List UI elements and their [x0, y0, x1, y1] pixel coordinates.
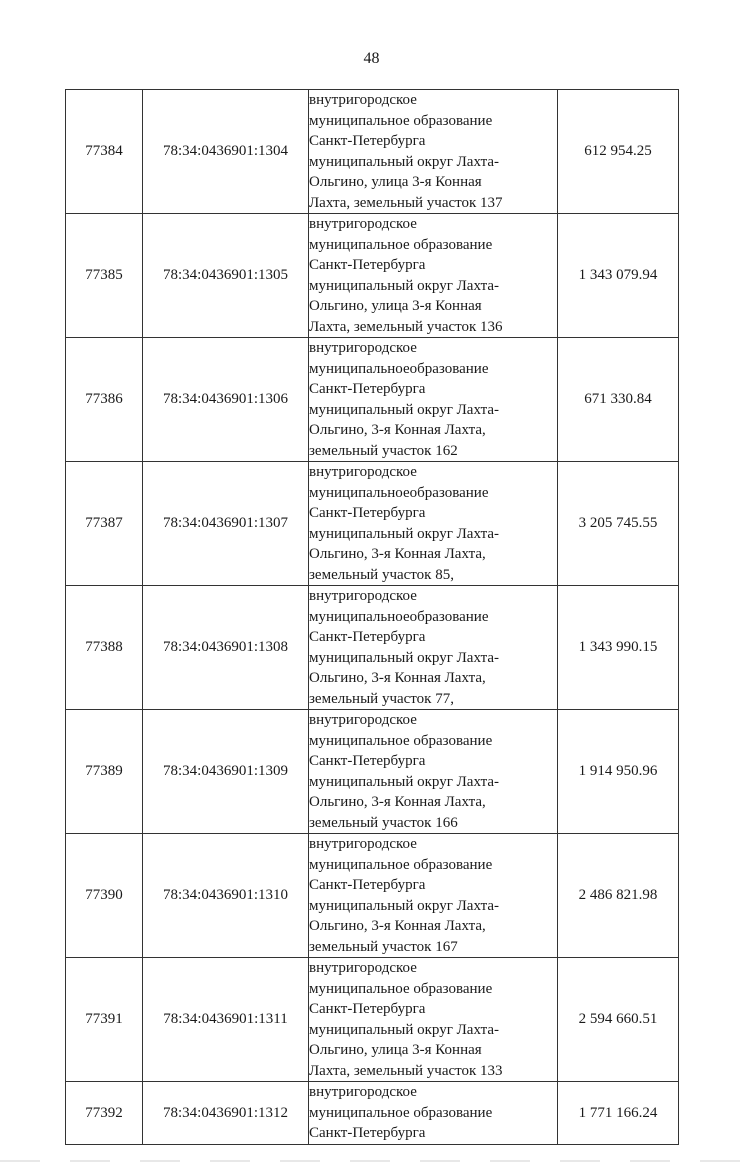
address-cell — [309, 338, 558, 462]
address-line: муниципальноеобразование — [309, 360, 489, 377]
address-line: муниципальное образование — [309, 112, 493, 129]
parcel-number-cell: 77389 — [66, 710, 143, 834]
parcel-number-cell: 77388 — [66, 586, 143, 710]
value-cell: 1 914 950.96 — [558, 710, 679, 834]
address-line: Санкт-Петербурга — [309, 753, 426, 769]
cadastral-number-cell: 78:34:0436901:1311 — [143, 958, 309, 1082]
value-cell: 1 343 990.15 — [558, 586, 679, 710]
value-cell: 3 205 745.55 — [558, 462, 679, 586]
address-line: внутригородское — [309, 1084, 417, 1100]
address-line: внутригородское — [309, 464, 417, 480]
value-cell: 2 594 660.51 — [558, 958, 679, 1082]
parcel-table — [65, 89, 679, 1145]
address-line: Санкт-Петербурга — [309, 133, 426, 149]
address-line: Ольгино, 3-я Конная Лахта, — [309, 918, 486, 934]
address-line: муниципальный округ Лахта- — [309, 525, 499, 542]
cadastral-number-cell: 78:34:0436901:1305 — [143, 214, 309, 338]
address-line: Ольгино, улица 3-я Конная — [309, 298, 482, 314]
parcel-number-cell: 77391 — [66, 958, 143, 1082]
address-cell — [309, 1082, 558, 1145]
address-line: муниципальный округ Лахта- — [309, 649, 499, 666]
address-line: Санкт-Петербурга — [309, 1125, 426, 1141]
value-cell: 1 771 166.24 — [558, 1082, 679, 1145]
table-row — [66, 710, 679, 834]
value-cell: 2 486 821.98 — [558, 834, 679, 958]
table-row — [66, 1082, 679, 1145]
address-line: муниципальное образование — [309, 856, 493, 873]
value-cell: 1 343 079.94 — [558, 214, 679, 338]
address-line: Санкт-Петербурга — [309, 1001, 426, 1017]
table-row — [66, 958, 679, 1082]
address-line: Ольгино, улица 3-я Конная — [309, 1042, 482, 1058]
address-line: Лахта, земельный участок 137 — [309, 194, 503, 211]
address-line: земельный участок 77, — [309, 690, 454, 707]
address-line: Ольгино, улица 3-я Конная — [309, 174, 482, 190]
address-line: Санкт-Петербурга — [309, 381, 426, 397]
table-row — [66, 90, 679, 214]
value-cell: 612 954.25 — [558, 90, 679, 214]
address-line: муниципальный округ Лахта- — [309, 401, 499, 418]
address-line: Санкт-Петербурга — [309, 505, 426, 521]
address-line: земельный участок 166 — [309, 814, 458, 831]
address-line: муниципальный округ Лахта- — [309, 277, 499, 294]
address-line: муниципальный округ Лахта- — [309, 773, 499, 790]
parcel-number-cell: 77387 — [66, 462, 143, 586]
table-row — [66, 214, 679, 338]
address-line: муниципальный округ Лахта- — [309, 153, 499, 170]
address-line: земельный участок 85, — [309, 566, 454, 583]
address-line: внутригородское — [309, 216, 417, 232]
address-line: муниципальный округ Лахта- — [309, 897, 499, 914]
address-cell — [309, 586, 558, 710]
scan-edge-artifact — [0, 1160, 743, 1162]
address-cell — [309, 958, 558, 1082]
parcel-number-cell: 77385 — [66, 214, 143, 338]
address-line: Лахта, земельный участок 133 — [309, 1062, 503, 1079]
cadastral-number-cell: 78:34:0436901:1308 — [143, 586, 309, 710]
address-cell — [309, 462, 558, 586]
parcel-number-cell: 77390 — [66, 834, 143, 958]
address-line: внутригородское — [309, 340, 417, 356]
address-line: муниципальное образование — [309, 236, 493, 253]
address-line: внутригородское — [309, 588, 417, 604]
table-row — [66, 834, 679, 958]
address-line: муниципальноеобразование — [309, 484, 489, 501]
parcel-number-cell: 77384 — [66, 90, 143, 214]
address-cell — [309, 834, 558, 958]
address-line: муниципальное образование — [309, 1104, 493, 1121]
address-line: земельный участок 167 — [309, 938, 458, 955]
value-cell: 671 330.84 — [558, 338, 679, 462]
address-line: Санкт-Петербурга — [309, 629, 426, 645]
address-cell — [309, 214, 558, 338]
address-line: внутригородское — [309, 712, 417, 728]
table-row — [66, 338, 679, 462]
address-line: муниципальный округ Лахта- — [309, 1021, 499, 1038]
address-line: муниципальноеобразование — [309, 608, 489, 625]
address-line: Ольгино, 3-я Конная Лахта, — [309, 670, 486, 686]
address-line: муниципальное образование — [309, 732, 493, 749]
address-line: Санкт-Петербурга — [309, 257, 426, 273]
cadastral-number-cell: 78:34:0436901:1307 — [143, 462, 309, 586]
cadastral-number-cell: 78:34:0436901:1309 — [143, 710, 309, 834]
cadastral-number-cell: 78:34:0436901:1312 — [143, 1082, 309, 1145]
address-line: внутригородское — [309, 92, 417, 108]
address-line: муниципальное образование — [309, 980, 493, 997]
address-line: земельный участок 162 — [309, 442, 458, 459]
address-line: Санкт-Петербурга — [309, 877, 426, 893]
address-line: Лахта, земельный участок 136 — [309, 318, 503, 335]
cadastral-number-cell: 78:34:0436901:1306 — [143, 338, 309, 462]
page-number: 48 — [363, 50, 380, 67]
address-cell — [309, 710, 558, 834]
parcel-table-body — [66, 90, 679, 1145]
address-line: внутригородское — [309, 960, 417, 976]
table-row — [66, 462, 679, 586]
address-line: Ольгино, 3-я Конная Лахта, — [309, 422, 486, 438]
parcel-number-cell: 77386 — [66, 338, 143, 462]
address-line: Ольгино, 3-я Конная Лахта, — [309, 794, 486, 810]
address-line: Ольгино, 3-я Конная Лахта, — [309, 546, 486, 562]
address-cell — [309, 90, 558, 214]
cadastral-number-cell: 78:34:0436901:1310 — [143, 834, 309, 958]
address-line: внутригородское — [309, 836, 417, 852]
cadastral-number-cell: 78:34:0436901:1304 — [143, 90, 309, 214]
parcel-number-cell: 77392 — [66, 1082, 143, 1145]
table-row — [66, 586, 679, 710]
